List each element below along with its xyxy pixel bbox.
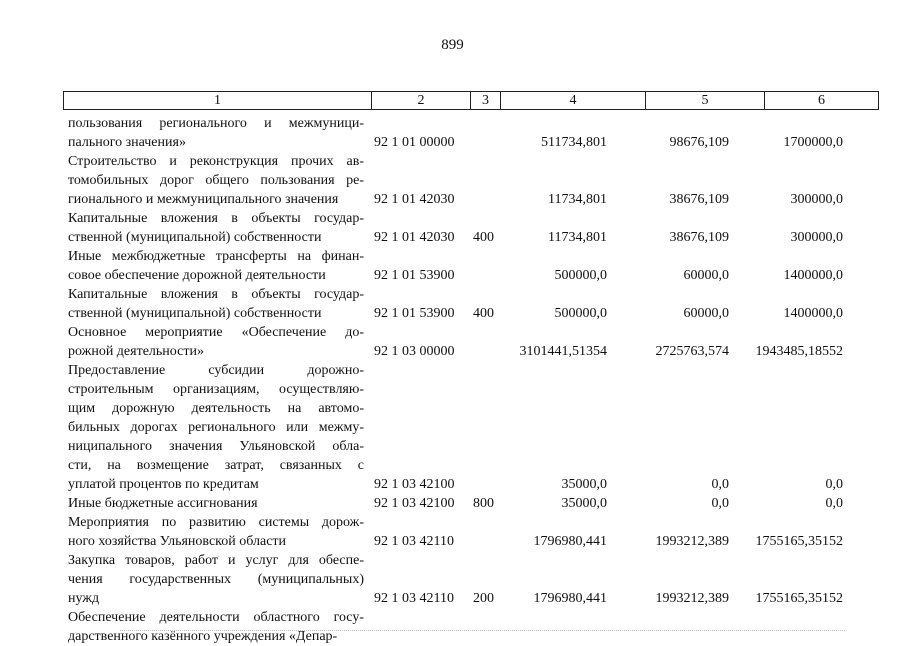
table-row <box>0 323 905 361</box>
amount-col-4: 1796980,441 <box>533 591 607 606</box>
row-description <box>68 608 364 646</box>
target-article-code: 92 1 01 42030 <box>374 192 455 207</box>
target-article-code: 92 1 03 42100 <box>374 496 455 511</box>
table-row <box>0 361 905 494</box>
description-line: ниципального значения Ульяновской обла- <box>68 439 364 454</box>
expense-type-code: 200 <box>473 591 494 606</box>
description-line: нужд <box>68 591 100 606</box>
description-line: Капитальные вложения в объекты государ- <box>68 287 364 302</box>
table-row <box>0 285 905 323</box>
description-line: Иные межбюджетные трансферты на финан- <box>68 249 364 264</box>
description-line: щим дорожную деятельность на автомо- <box>68 401 364 416</box>
amount-col-5: 60000,0 <box>683 268 729 283</box>
description-line: Строительство и реконструкция прочих ав- <box>68 154 364 169</box>
target-article-code: 92 1 01 53900 <box>374 306 455 321</box>
amount-col-4: 500000,0 <box>554 306 607 321</box>
table-row <box>0 209 905 247</box>
amount-col-4: 11734,801 <box>548 230 607 245</box>
amount-col-4: 3101441,51354 <box>519 344 607 359</box>
description-line: Предоставление субсидии дорожно- <box>68 363 364 378</box>
page-number: 899 <box>441 37 464 53</box>
expense-type-code: 400 <box>473 306 494 321</box>
header-col-3: 3 <box>471 92 501 110</box>
description-line: Мероприятия по развитию системы дорож- <box>68 515 364 530</box>
amount-col-5: 0,0 <box>711 477 729 492</box>
amount-col-4: 11734,801 <box>548 192 607 207</box>
expense-type-code: 800 <box>473 496 494 511</box>
amount-col-6: 1943485,18552 <box>755 344 843 359</box>
description-line: Иные бюджетные ассигнования <box>68 496 258 511</box>
amount-col-6: 1400000,0 <box>783 306 843 321</box>
amount-col-6: 1400000,0 <box>783 268 843 283</box>
table-row <box>0 494 905 513</box>
description-line: строительным организациям, осуществляю- <box>68 382 364 397</box>
description-line: сти, на возмещение затрат, связанных с <box>68 458 364 473</box>
description-line: пального значения» <box>68 135 186 150</box>
header-col-6: 6 <box>765 92 879 110</box>
header-col-5: 5 <box>646 92 765 110</box>
amount-col-6: 0,0 <box>825 477 843 492</box>
amount-col-5: 2725763,574 <box>655 344 729 359</box>
description-line: Капитальные вложения в объекты государ- <box>68 211 364 226</box>
amount-col-5: 0,0 <box>711 496 729 511</box>
target-article-code: 92 1 03 42110 <box>374 591 454 606</box>
row-description <box>68 513 364 551</box>
table-row <box>0 608 905 646</box>
description-line: ного хозяйства Ульяновской области <box>68 534 287 549</box>
row-description <box>68 285 364 323</box>
column-header-row <box>63 91 879 110</box>
description-line: уплатой процентов по кредитам <box>68 477 259 492</box>
target-article-code: 92 1 03 42110 <box>374 534 454 549</box>
amount-col-5: 38676,109 <box>669 230 729 245</box>
row-description <box>68 209 364 247</box>
amount-col-4: 35000,0 <box>561 496 607 511</box>
amount-col-5: 1993212,389 <box>655 534 729 549</box>
amount-col-6: 0,0 <box>825 496 843 511</box>
description-line: совое обеспечение дорожной деятельности <box>68 268 326 283</box>
header-col-4: 4 <box>501 92 646 110</box>
row-description <box>68 247 364 285</box>
table-row <box>0 551 905 608</box>
target-article-code: 92 1 03 00000 <box>374 344 455 359</box>
amount-col-5: 1993212,389 <box>655 591 729 606</box>
row-description <box>68 494 364 513</box>
amount-col-5: 98676,109 <box>669 135 729 150</box>
table-row <box>0 114 905 152</box>
table-row <box>0 247 905 285</box>
amount-col-4: 35000,0 <box>561 477 607 492</box>
amount-col-6: 1755165,35152 <box>755 534 843 549</box>
target-article-code: 92 1 01 42030 <box>374 230 455 245</box>
target-article-code: 92 1 03 42100 <box>374 477 455 492</box>
table-row <box>0 513 905 551</box>
description-line: Закупка товаров, работ и услуг для обеспе- <box>68 553 364 568</box>
description-line: пользования регионального и межмуници- <box>68 116 364 131</box>
description-line: Обеспечение деятельности областного госу- <box>68 610 364 625</box>
expense-type-code: 400 <box>473 230 494 245</box>
amount-col-5: 38676,109 <box>669 192 729 207</box>
amount-col-5: 60000,0 <box>683 306 729 321</box>
row-description <box>68 361 364 494</box>
description-line: рожной деятельности» <box>68 344 204 359</box>
description-line: гионального и межмуниципального значения <box>68 192 339 207</box>
header-col-1: 1 <box>64 92 372 110</box>
target-article-code: 92 1 01 00000 <box>374 135 455 150</box>
table-row <box>0 152 905 209</box>
header-col-2: 2 <box>372 92 471 110</box>
footer-line <box>120 630 845 631</box>
description-line: бильных дорогах регионального или межму- <box>68 420 364 435</box>
description-line: ственной (муниципальной) собственности <box>68 306 322 321</box>
amount-col-6: 300000,0 <box>790 192 843 207</box>
amount-col-6: 1755165,35152 <box>755 591 843 606</box>
amount-col-6: 1700000,0 <box>783 135 843 150</box>
description-line: Основное мероприятие «Обеспечение до- <box>68 325 364 340</box>
amount-col-6: 300000,0 <box>790 230 843 245</box>
description-line: ственной (муниципальной) собственности <box>68 230 322 245</box>
amount-col-4: 1796980,441 <box>533 534 607 549</box>
description-line: томобильных дорог общего пользования ре- <box>68 173 364 188</box>
row-description <box>68 551 364 608</box>
description-line: дарственного казённого учреждения «Депар- <box>68 629 338 644</box>
amount-col-4: 500000,0 <box>554 268 607 283</box>
row-description <box>68 152 364 209</box>
row-description <box>68 323 364 361</box>
row-description <box>68 114 364 152</box>
amount-col-4: 511734,801 <box>541 135 607 150</box>
description-line: чения государственных (муниципальных) <box>68 572 364 587</box>
target-article-code: 92 1 01 53900 <box>374 268 455 283</box>
